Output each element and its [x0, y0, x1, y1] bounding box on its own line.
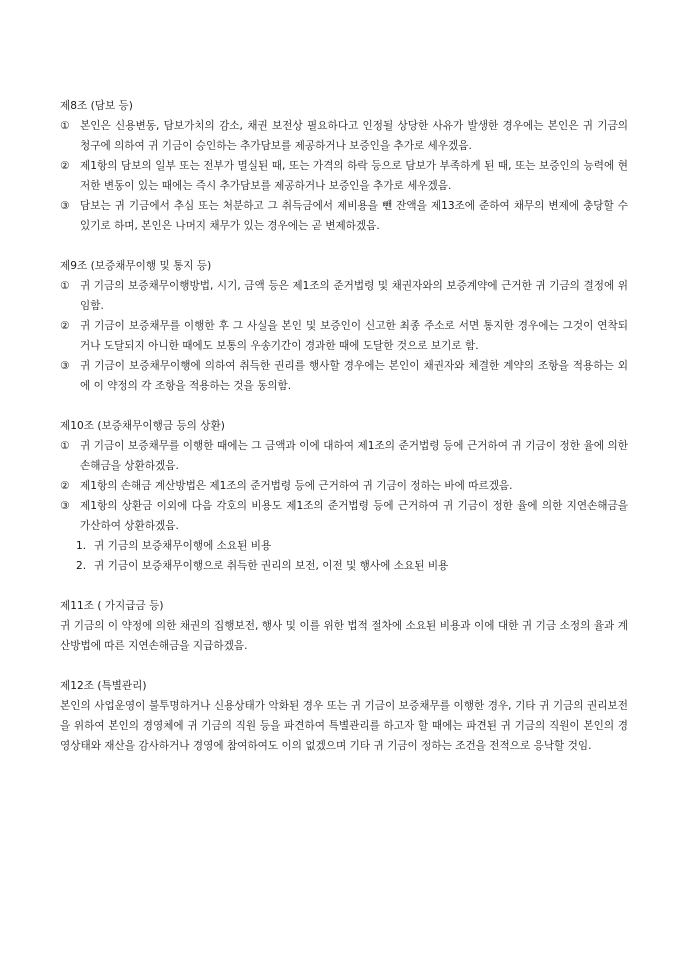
clause-text: 본인은 신용변동, 담보가치의 감소, 채권 보전상 필요하다고 인정될 상당한 사유가 발생한 경우에는 본인은 귀 기금의 청구에 의하여 귀 기금이 승인하는 추가담보를 제공하거나 보증인을 추가로 세우겠음.: [80, 120, 628, 152]
sub-item-text: 귀 기금의 보증채무이행에 소요된 비용: [94, 540, 272, 552]
clause-item: [60, 356, 628, 396]
article-paragraph: 귀 기금의 이 약정에 의한 채권의 집행보전, 행사 및 이를 위한 법적 절차에 소요된 비용과 이에 대한 귀 기금 소정의 율과 계산방법에 따른 지연손해금을 지급하겠음.: [60, 620, 628, 652]
clause-text: 귀 기금이 보증채무를 이행한 때에는 그 금액과 이에 대하여 제1조의 준거법령 등에 근거하여 귀 기금이 정한 율에 의한 손해금을 상환하겠음.: [80, 440, 628, 472]
document-page: [60, 96, 628, 756]
sub-item: [60, 536, 628, 556]
clause-item: [60, 116, 628, 156]
clause-number: ③: [60, 360, 70, 372]
clause-item: [60, 316, 628, 356]
article-12: [60, 676, 628, 756]
article-paragraph: 본인의 사업운영이 불투명하거나 신용상태가 악화된 경우 또는 귀 기금이 보증채무를 이행한 경우, 기타 귀 기금의 권리보전을 위하여 본인의 경영체에 귀 기금의 직원 등을 파견하여 특별관리를 하고자 할 때에는 파견된 귀 기금의 직원이 본인의 경영상태와 재산을 감사하거나 경영에 참여하여도 이의 없겠으며 기타 귀 기금이 정하는 조건을 전적으로 응낙할 것임.: [60, 700, 628, 752]
clause-text: 귀 기금의 보증채무이행방법, 시기, 금액 등은 제1조의 준거법령 및 채권자와의 보증계약에 근거한 귀 기금의 결정에 위임함.: [80, 280, 628, 312]
article-11: [60, 596, 628, 656]
clause-text: 담보는 귀 기금에서 추심 또는 처분하고 그 취득금에서 제비용을 뺀 잔액을 제13조에 준하여 채무의 변제에 충당할 수 있기로 하며, 본인은 나머지 채무가 있는 경우에는 곧 변제하겠음.: [80, 200, 628, 232]
clause-number: ③: [60, 200, 70, 212]
sub-item-number: 2.: [76, 560, 87, 572]
clause-item: [60, 436, 628, 476]
clause-item: [60, 476, 628, 496]
clause-text: 귀 기금이 보증채무를 이행한 후 그 사실을 본인 및 보증인이 신고한 최종 주소로 서면 통지한 경우에는 그것이 연착되거나 도달되지 아니한 때에도 보통의 우송기간이 경과한 때에 도달한 것으로 보기로 함.: [80, 320, 628, 352]
clause-number: ③: [60, 500, 70, 512]
article-heading: 제8조 (담보 등): [60, 100, 133, 112]
sub-item-text: 귀 기금이 보증채무이행으로 취득한 권리의 보전, 이전 및 행사에 소요된 비용: [94, 560, 449, 572]
clause-number: ①: [60, 280, 70, 292]
clause-number: ①: [60, 120, 70, 132]
clause-item: [60, 276, 628, 316]
article-10: [60, 416, 628, 576]
article-8: [60, 96, 628, 236]
article-heading: 제10조 (보증채무이행금 등의 상환): [60, 420, 225, 432]
clause-number: ②: [60, 320, 70, 332]
clause-text: 제1항의 담보의 일부 또는 전부가 멸실된 때, 또는 가격의 하락 등으로 담보가 부족하게 된 때, 또는 보증인의 능력에 현저한 변동이 있는 때에는 즉시 추가담보를 제공하거나 보증인을 추가로 세우겠음.: [80, 160, 628, 192]
clause-item: [60, 156, 628, 196]
clause-item: [60, 496, 628, 536]
article-heading: 제12조 (특별관리): [60, 680, 147, 692]
sub-item-number: 1.: [76, 540, 87, 552]
clause-item: [60, 196, 628, 236]
clause-number: ①: [60, 440, 70, 452]
article-heading: 제9조 (보증채무이행 및 통지 등): [60, 260, 212, 272]
clause-text: 제1항의 손해금 계산방법은 제1조의 준거법령 등에 근거하여 귀 기금이 정하는 바에 따르겠음.: [80, 480, 513, 492]
clause-text: 제1항의 상환금 이외에 다음 각호의 비용도 제1조의 준거법령 등에 근거하여 귀 기금이 정한 율에 의한 지연손해금을 가산하여 상환하겠음.: [80, 500, 628, 532]
clause-number: ②: [60, 480, 70, 492]
article-9: [60, 256, 628, 396]
clause-number: ②: [60, 160, 70, 172]
article-heading: 제11조 ( 가지급금 등): [60, 600, 164, 612]
sub-item: [60, 556, 628, 576]
clause-text: 귀 기금이 보증채무이행에 의하여 취득한 권리를 행사할 경우에는 본인이 채권자와 체결한 계약의 조항을 적용하는 외에 이 약정의 각 조항을 적용하는 것을 동의함.: [80, 360, 628, 392]
